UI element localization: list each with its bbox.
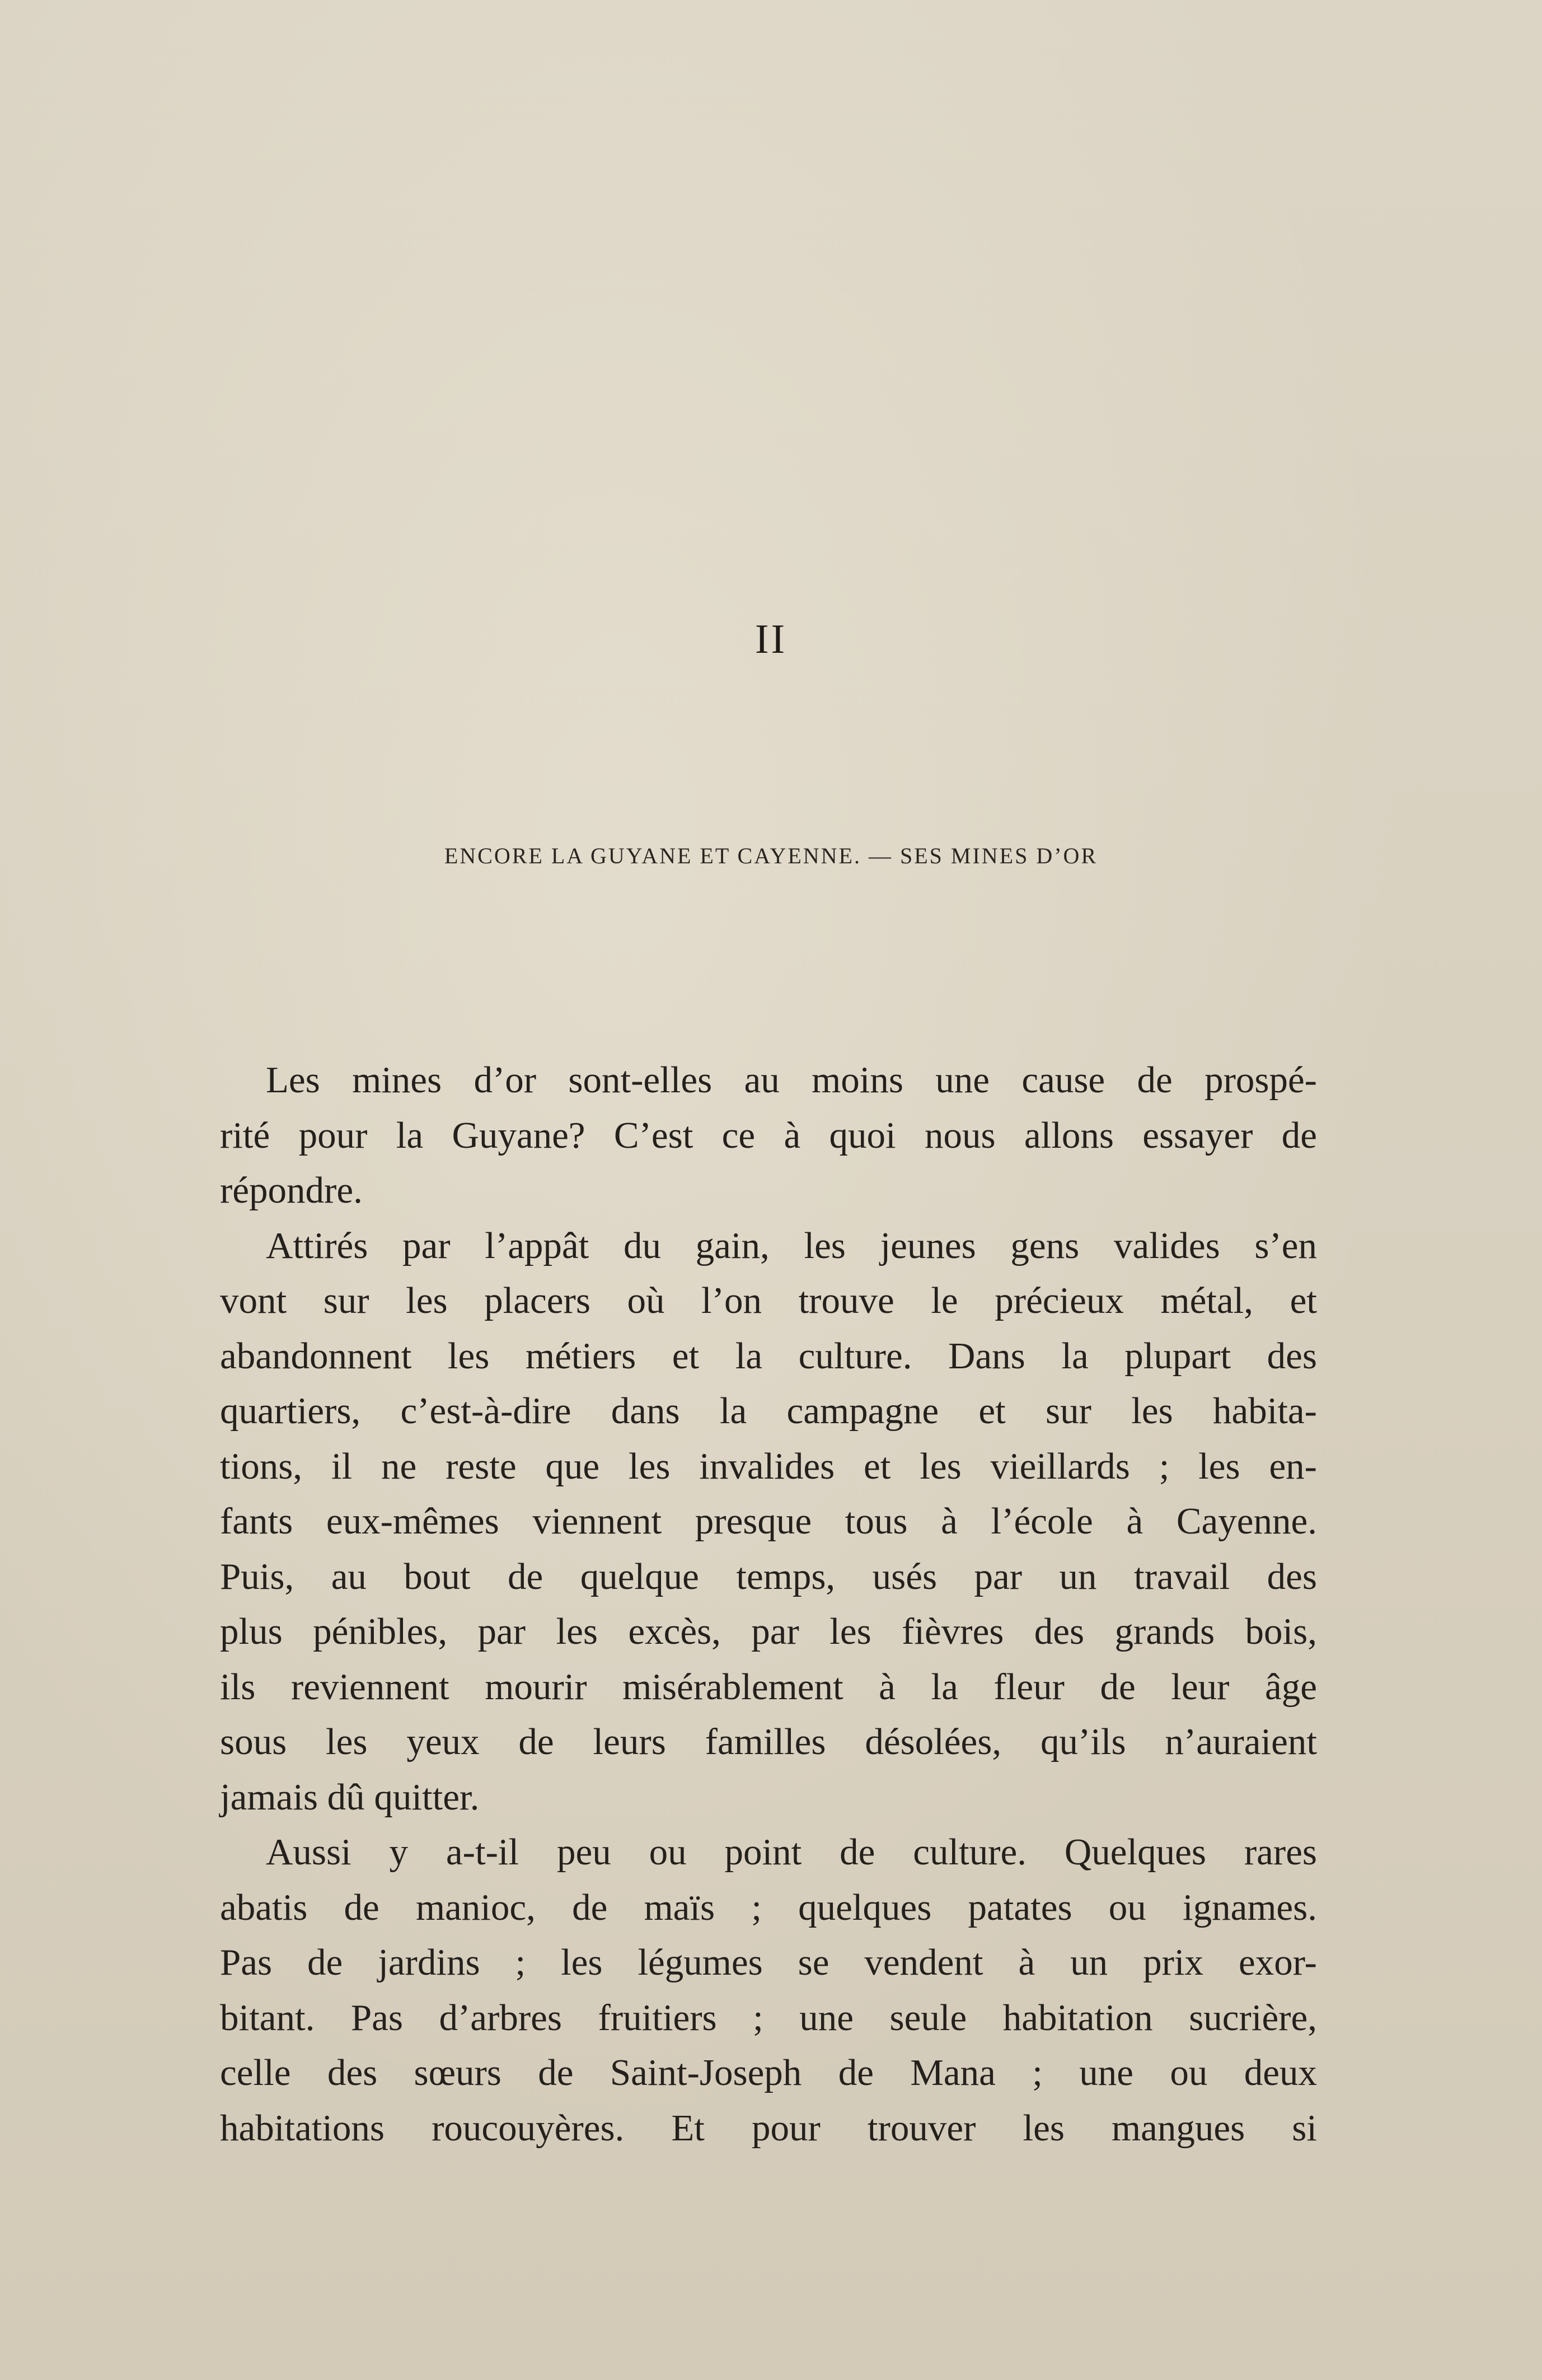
text-line: plus pénibles, par les excès, par les fièvres des grands bois,	[220, 1611, 1317, 1652]
text-line: fants eux-mêmes viennent presque tous à l’école à Cayenne.	[220, 1500, 1317, 1542]
text-line: Puis, au bout de quelque temps, usés par un travail des	[220, 1555, 1317, 1597]
text-line: habitations roucouyères. Et pour trouver les mangues si	[220, 2107, 1317, 2149]
text-line: Aussi y a-t-il peu ou point de culture. Quelques rares	[266, 1831, 1317, 1873]
text-line: jamais dû quitter.	[220, 1776, 480, 1818]
text-line: Attirés par l’appât du gain, les jeunes gens valides s’en	[266, 1224, 1317, 1266]
text-line: abatis de manioc, de maïs ; quelques patates ou ignames.	[220, 1886, 1317, 1928]
text-line: ils reviennent mourir misérablement à la fleur de leur âge	[220, 1666, 1317, 1708]
text-line: bitant. Pas d’arbres fruitiers ; une seule habitation sucrière,	[220, 1996, 1317, 2038]
text-line: tions, il ne reste que les invalides et les vieillards ; les en-	[220, 1445, 1317, 1487]
text-line: sous les yeux de leurs familles désolées, qu’ils n’auraient	[220, 1721, 1317, 1762]
chapter-title: ENCORE LA GUYANE ET CAYENNE. — SES MINES D’OR	[444, 843, 1098, 868]
text-line: celle des sœurs de Saint-Joseph de Mana ; une ou deux	[220, 2052, 1317, 2093]
chapter-number: II	[754, 616, 788, 662]
paragraph-1	[220, 1053, 1317, 1218]
body-text	[220, 1053, 1317, 2155]
text-line: répondre.	[220, 1170, 363, 1211]
text-line: vont sur les placers où l’on trouve le précieux métal, et	[220, 1280, 1317, 1321]
text-line: Pas de jardins ; les légumes se vendent à un prix exor-	[220, 1942, 1317, 1983]
text-line: rité pour la Guyane? C’est ce à quoi nous allons essayer de	[220, 1114, 1317, 1156]
text-line: Les mines d’or sont-elles au moins une cause de prospé-	[266, 1059, 1317, 1101]
text-line: abandonnent les métiers et la culture. Dans la plupart des	[220, 1335, 1317, 1377]
paragraph-3	[220, 1825, 1317, 2155]
text-line: quartiers, c’est-à-dire dans la campagne et sur les habita-	[220, 1390, 1317, 1432]
paragraph-2	[220, 1218, 1317, 1825]
